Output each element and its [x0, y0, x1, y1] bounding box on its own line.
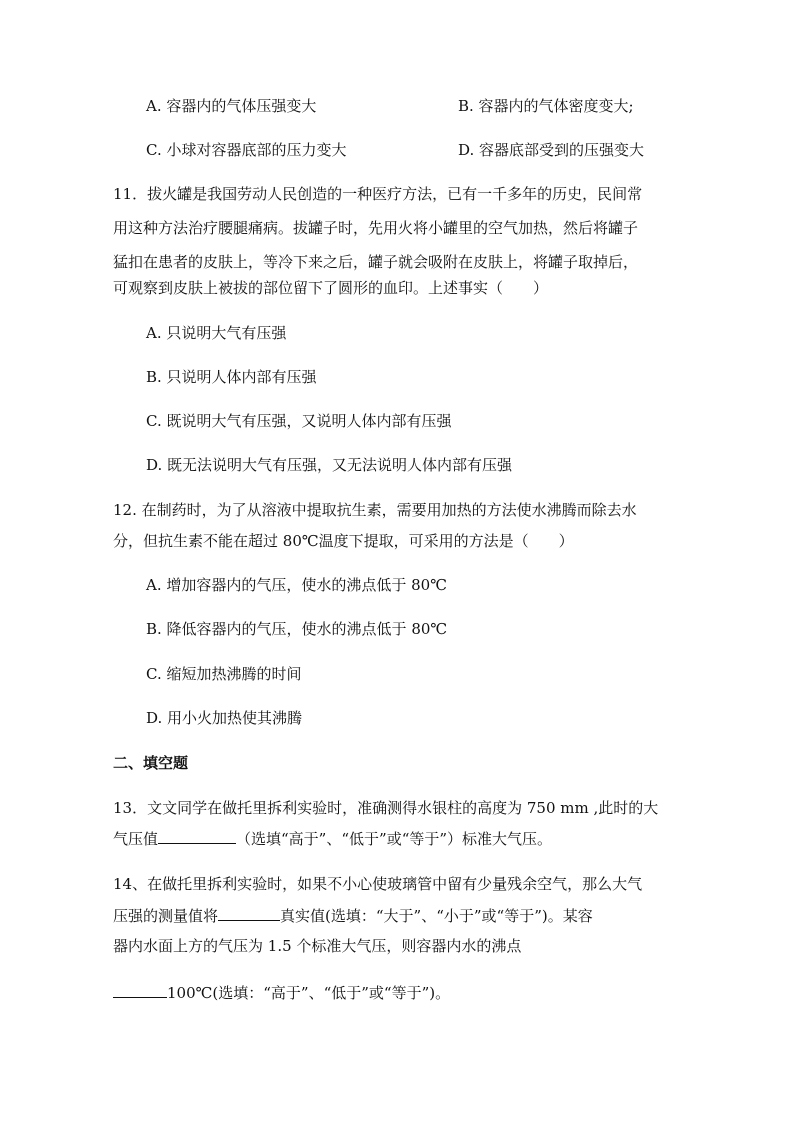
q14-answer-blank-2[interactable]: [113, 981, 167, 998]
q12-option-b: B. 降低容器内的气压，使水的沸点低于 80℃: [146, 620, 448, 638]
q10-option-c: C. 小球对容器底部的压力变大: [146, 141, 347, 159]
q14-line-2-prefix: 压强的测量值将: [113, 907, 219, 925]
q10-option-b: B. 容器内的气体密度变大;: [458, 97, 634, 115]
q14-answer-blank-1[interactable]: [218, 904, 280, 921]
q10-option-d: D. 容器底部受到的压强变大: [458, 141, 645, 159]
q12-stem-line-2: 分，但抗生素不能在超过 80℃温度下提取，可采用的方法是（ ）: [113, 532, 574, 550]
q14-line-4-suffix: 100℃(选填：“高于”、“低于”或“等于”)。: [167, 984, 451, 1002]
q14-line-4: [113, 981, 450, 1004]
q12-option-d: D. 用小火加热使其沸腾: [146, 709, 303, 727]
q11-stem-line-3: 猛扣在患者的皮肤上，等冷下来之后，罐子就会吸附在皮肤上，将罐子取掉后，: [113, 253, 639, 271]
q14-line-3: 器内水面上方的气压为 1.5 个标准大气压，则容器内水的沸点: [113, 937, 522, 955]
q11-option-d: D. 既无法说明大气有压强，又无法说明人体内部有压强: [146, 456, 513, 474]
q11-option-a: A. 只说明大气有压强: [146, 324, 287, 342]
q11-stem-line-2: 用这种方法治疗腰腿痛病。拔罐子时，先用火将小罐里的空气加热，然后将罐子: [113, 219, 639, 237]
q11-option-b: B. 只说明人体内部有压强: [146, 368, 317, 386]
q12-option-c: C. 缩短加热沸腾的时间: [146, 665, 302, 683]
q11-stem-line-1: 11．拔火罐是我国劳动人民创造的一种医疗方法，已有一千多年的历史，民间常: [113, 185, 643, 203]
q13-answer-blank[interactable]: [158, 827, 236, 844]
q14-line-1: 14、在做托里拆利实验时，如果不小心使玻璃管中留有少量残余空气，那么大气: [113, 875, 643, 893]
q12-option-a: A. 增加容器内的气压，使水的沸点低于 80℃: [146, 576, 448, 594]
q14-line-2-suffix: 真实值(选填：“大于”、“小于”或“等于”)。某容: [280, 907, 593, 925]
q13-line-2: [113, 827, 552, 850]
q14-line-2: [113, 904, 593, 927]
q13-line-2-suffix: （选填“高于”、“低于”或“等于”）标准大气压。: [236, 830, 553, 848]
q11-option-c: C. 既说明大气有压强，又说明人体内部有压强: [146, 412, 452, 430]
q10-option-a: A. 容器内的气体压强变大: [146, 97, 317, 115]
q13-line-2-prefix: 气压值: [113, 830, 159, 848]
q11-stem-line-4: 可观察到皮肤上被拔的部位留下了圆形的血印。上述事实（ ）: [113, 279, 549, 297]
q13-line-1: 13．文文同学在做托里拆利实验时，准确测得水银柱的高度为 750 mm ,此时的大: [113, 799, 659, 817]
section-heading-fill-in: 二、填空题: [113, 754, 189, 772]
q12-stem-line-1: 12. 在制药时，为了从溶液中提取抗生素，需要用加热的方法使水沸腾而除去水: [113, 501, 637, 519]
